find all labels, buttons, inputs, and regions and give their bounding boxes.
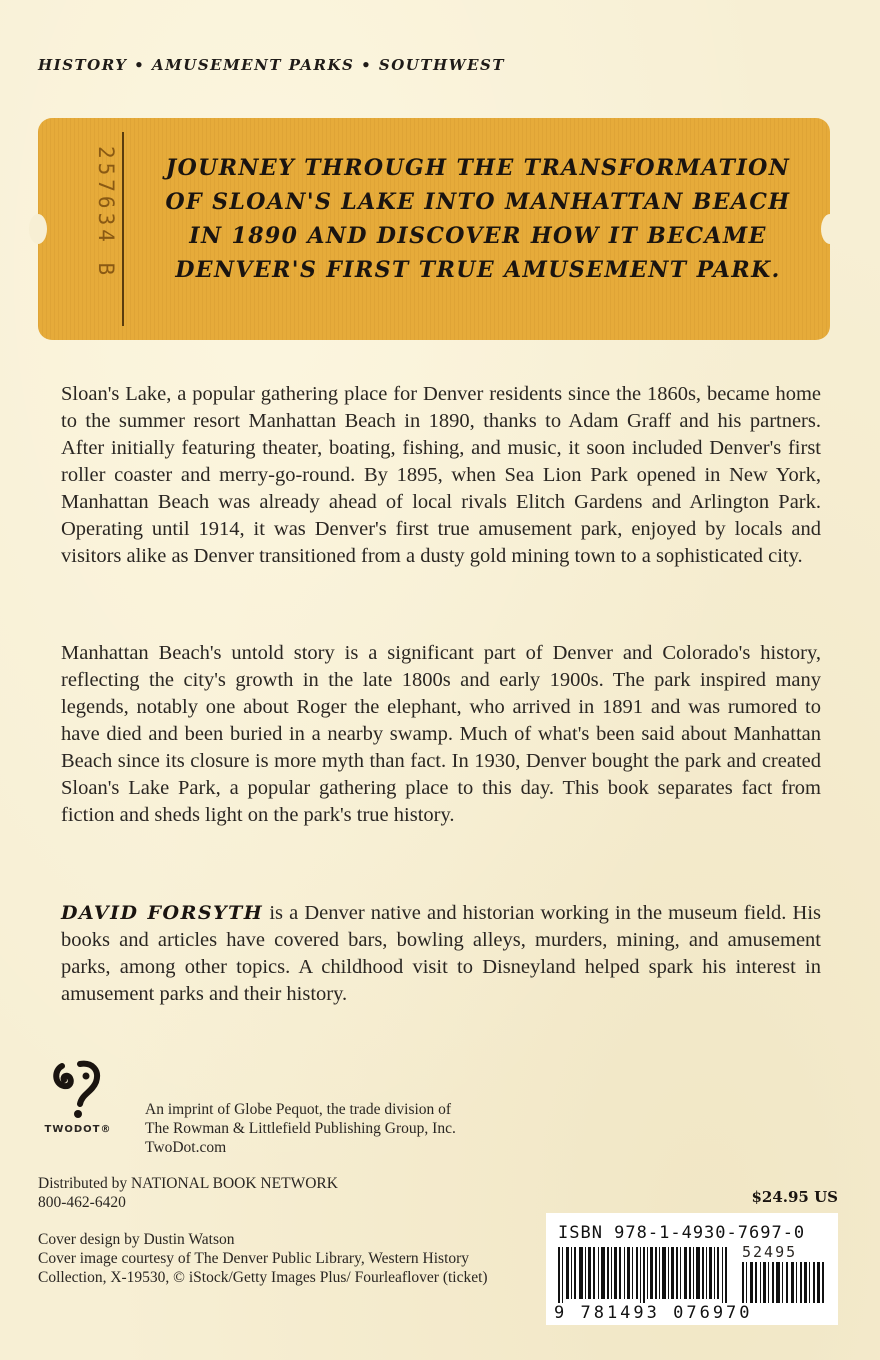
twodot-logo-icon [52, 1060, 104, 1118]
isbn-label: ISBN 978-1-4930-7697-0 [558, 1223, 806, 1243]
barcode-addon-bars [742, 1262, 826, 1303]
distributor-line: Distributed by NATIONAL BOOK NETWORK [38, 1175, 338, 1192]
isbn-barcode [546, 1213, 838, 1325]
ticket-headline: JOURNEY THROUGH THE TRANSFORMATION OF SLOAN'S LAKE INTO MANHATTAN BEACH IN 1890 AND DISCOVER HOW IT BECAME DENVER'S FIRST TRUE AMUSEMENT PARK. [165, 155, 791, 283]
ticket-banner [38, 118, 830, 340]
barcode-bars [558, 1247, 734, 1303]
imprint-line: The Rowman & Littlefield Publishing Group, Inc. [145, 1120, 456, 1137]
distribution-info [38, 1174, 338, 1212]
distributor-phone: 800-462-6420 [38, 1194, 126, 1211]
imprint-info [145, 1100, 456, 1157]
barcode-digits: 9 781493 076970 [554, 1303, 753, 1323]
cover-credits [38, 1230, 508, 1287]
author-bio-text: is a Denver native and historian working in the museum field. His books and articles have covered bars, bowling alleys, murders, mining, and amusement parks, among other topics. A childhood visit to Disneyland helped spark his interest in amusement parks and their history. [61, 902, 822, 1005]
author-name: DAVID FORSYTH [61, 902, 264, 924]
ticket-divider [122, 132, 124, 326]
twodot-logo-text: TWODOT® [44, 1124, 112, 1135]
category-line: HISTORY • AMUSEMENT PARKS • SOUTHWEST [38, 56, 505, 74]
ticket-serial-number: 257634 B [94, 146, 118, 280]
imprint-website: TwoDot.com [145, 1139, 227, 1156]
description-paragraph-1: Sloan's Lake, a popular gathering place for Denver residents since the 1860s, became home to the summer resort Manhattan Beach in 1890, thanks to Adam Graff and his partners. After initially featuring theater, boating, fishing, and music, it soon included Denver's first roller coaster and merry-go-round. By 1895, when Sea Lion Park opened in New York, Manhattan Beach was already ahead of local rivals Elitch Gardens and Arlington Park. Operating until 1914, it was Denver's first true amusement park, enjoyed by locals and visitors alike as Denver transitioned from a dusty gold mining town to a sophisticated city. [61, 383, 821, 567]
price-label: $24.95 US [751, 1188, 838, 1206]
author-bio [61, 900, 821, 1008]
barcode-addon-number: 52495 [742, 1243, 798, 1261]
imprint-line: An imprint of Globe Pequot, the trade division of [145, 1101, 452, 1118]
twodot-logo [38, 1060, 118, 1142]
cover-design-credit: Cover design by Dustin Watson [38, 1231, 235, 1248]
description-paragraph-2: Manhattan Beach's untold story is a significant part of Denver and Colorado's history, reflecting the city's growth in the late 1800s and early 1900s. The park inspired many legends, notably one about Roger the elephant, who arrived in 1891 and was rumored to have died and been buried in a nearby swamp. Much of what's been said about Manhattan Beach since its closure is more myth than fact. In 1930, Denver bought the park and created Sloan's Lake Park, a popular gathering place to this day. This book separates fact from fiction and sheds light on the park's true history. [61, 642, 821, 826]
cover-image-credit: Cover image courtesy of The Denver Public Library, Western History Collection, X-19530, © iStock/Getty Images Plus/ Fourleaflover (ticket) [38, 1250, 488, 1286]
